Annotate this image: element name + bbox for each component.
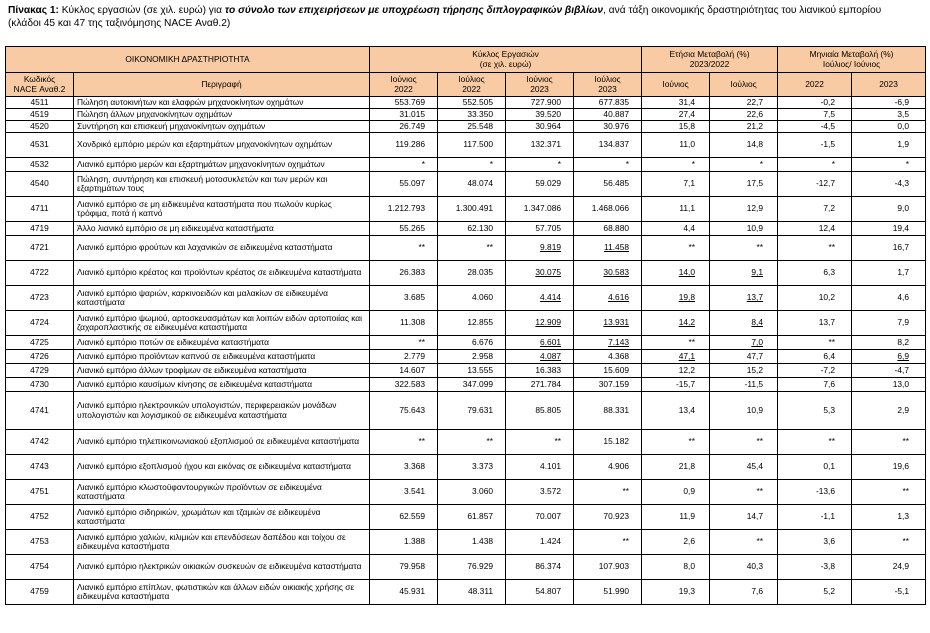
- monthly-change-2023: -5,1: [852, 580, 926, 605]
- monthly-change-2022: **: [778, 430, 852, 455]
- turnover-jul-2023: 13.931: [574, 311, 642, 336]
- turnover-jul-2022: 347.099: [438, 378, 506, 392]
- turnover-jun-2023: 3.572: [506, 480, 574, 505]
- turnover-jul-2023: 40.887: [574, 109, 642, 121]
- turnover-jun-2023: 4.414: [506, 286, 574, 311]
- turnover-jun-2022: *: [370, 158, 438, 172]
- annual-change-july: **: [710, 430, 778, 455]
- activity-description: Λιανικό εμπόριο καυσίμων κίνησης σε ειδικευμένα καταστήματα: [74, 378, 370, 392]
- activity-description: Λιανικό εμπόριο χαλιών, κιλιμιών και επενδύσεων δαπέδου και τοίχου σε ειδικευμένα καταστήματα: [74, 530, 370, 555]
- activity-description: Πώληση αυτοκινήτων και ελαφρών μηχανοκίνητων οχημάτων: [74, 97, 370, 109]
- annual-change-july: **: [710, 530, 778, 555]
- turnover-jun-2023: *: [506, 158, 574, 172]
- table-row: [6, 364, 926, 378]
- annual-change-june: -15,7: [642, 378, 710, 392]
- monthly-change-2023: *: [852, 158, 926, 172]
- turnover-jul-2022: 25.548: [438, 121, 506, 133]
- turnover-jun-2022: 11.308: [370, 311, 438, 336]
- turnover-jul-2022: 48.074: [438, 172, 506, 197]
- turnover-jul-2023: 107.903: [574, 555, 642, 580]
- turnover-jun-2023: 30.964: [506, 121, 574, 133]
- monthly-change-2022: **: [778, 236, 852, 261]
- annual-change-july: 10,9: [710, 222, 778, 236]
- table-row: [6, 505, 926, 530]
- turnover-jun-2023: **: [506, 430, 574, 455]
- annual-change-june: 31,4: [642, 97, 710, 109]
- header-monthly-change: Μηνιαία Μεταβολή (%) Ιούλιος/ Ιούνιος: [778, 47, 926, 73]
- activity-description: Λιανικό εμπόριο άλλων τροφίμων σε ειδικευμένα καταστήματα: [74, 364, 370, 378]
- annual-change-june: 11,0: [642, 133, 710, 158]
- annual-change-july: 45,4: [710, 455, 778, 480]
- turnover-jul-2023: 307.159: [574, 378, 642, 392]
- activity-description: Πώληση άλλων μηχανοκίνητων οχημάτων: [74, 109, 370, 121]
- monthly-change-2022: -0,2: [778, 97, 852, 109]
- turnover-jul-2023: 88.331: [574, 392, 642, 430]
- monthly-change-2023: 16,7: [852, 236, 926, 261]
- annual-change-june: **: [642, 236, 710, 261]
- turnover-jun-2022: 55.097: [370, 172, 438, 197]
- turnover-jun-2022: 2.779: [370, 350, 438, 364]
- turnover-jun-2022: 14.607: [370, 364, 438, 378]
- monthly-change-2022: -12,7: [778, 172, 852, 197]
- header-col-month: Ιούνιος 2023: [506, 73, 574, 97]
- turnover-jun-2023: 4.087: [506, 350, 574, 364]
- nace-code: 4511: [6, 97, 74, 109]
- turnover-jun-2022: 26.383: [370, 261, 438, 286]
- turnover-jun-2023: 16.383: [506, 364, 574, 378]
- annual-change-june: 19,3: [642, 580, 710, 605]
- turnover-jun-2023: 727.900: [506, 97, 574, 109]
- monthly-change-2022: -13,6: [778, 480, 852, 505]
- monthly-change-2023: 6,9: [852, 350, 926, 364]
- turnover-jul-2023: 4.906: [574, 455, 642, 480]
- table-row: [6, 197, 926, 222]
- activity-description: Λιανικό εμπόριο σε μη ειδικευμένα καταστήματα που πωλούν κυρίως τρόφιμα, ποτά ή καπνό: [74, 197, 370, 222]
- nace-code: 4752: [6, 505, 74, 530]
- annual-change-july: 8,4: [710, 311, 778, 336]
- nace-code: 4723: [6, 286, 74, 311]
- monthly-change-2023: **: [852, 480, 926, 505]
- table-row: [6, 311, 926, 336]
- turnover-jun-2023: 59.029: [506, 172, 574, 197]
- monthly-change-2022: -7,2: [778, 364, 852, 378]
- monthly-change-2022: 12,4: [778, 222, 852, 236]
- table-row: [6, 580, 926, 605]
- activity-description: Λιανικό εμπόριο ηλεκτρονικών υπολογιστών, περιφερειακών μονάδων υπολογιστών και λογισμικού σε ειδικευμένα καταστήματα: [74, 392, 370, 430]
- table-body: [6, 97, 926, 605]
- table-row: [6, 555, 926, 580]
- annual-change-july: 14,7: [710, 505, 778, 530]
- table-row: [6, 158, 926, 172]
- title-part1: Κύκλος εργασιών (σε χιλ. ευρώ) για: [58, 5, 225, 16]
- activity-description: Λιανικό εμπόριο επίπλων, φωτιστικών και άλλων ειδών οικιακής χρήσης σε ειδικευμένα καταστήματα: [74, 580, 370, 605]
- turnover-jul-2022: 33.350: [438, 109, 506, 121]
- turnover-jun-2022: 62.559: [370, 505, 438, 530]
- nace-code: 4724: [6, 311, 74, 336]
- turnover-jun-2023: 30.075: [506, 261, 574, 286]
- turnover-jul-2023: 7.143: [574, 336, 642, 350]
- turnover-jul-2022: 4.060: [438, 286, 506, 311]
- monthly-change-2023: -4,3: [852, 172, 926, 197]
- activity-description: Λιανικό εμπόριο κλωστοϋφαντουργικών προϊόντων σε ειδικευμένα καταστήματα: [74, 480, 370, 505]
- table-row: [6, 336, 926, 350]
- monthly-change-2022: 7,2: [778, 197, 852, 222]
- turnover-jun-2022: 3.685: [370, 286, 438, 311]
- turnover-jul-2022: 13.555: [438, 364, 506, 378]
- annual-change-june: 8,0: [642, 555, 710, 580]
- annual-change-july: 40,3: [710, 555, 778, 580]
- annual-change-july: 9,1: [710, 261, 778, 286]
- turnover-jun-2023: 12.909: [506, 311, 574, 336]
- table-row: [6, 172, 926, 197]
- activity-description: Λιανικό εμπόριο τηλεπικοινωνιακού εξοπλισμού σε ειδικευμένα καταστήματα: [74, 430, 370, 455]
- monthly-change-2023: 19,6: [852, 455, 926, 480]
- turnover-jul-2023: 15.609: [574, 364, 642, 378]
- nace-code: 4743: [6, 455, 74, 480]
- turnover-jul-2022: **: [438, 430, 506, 455]
- annual-change-june: 14,0: [642, 261, 710, 286]
- turnover-jul-2022: 28.035: [438, 261, 506, 286]
- turnover-jul-2022: *: [438, 158, 506, 172]
- turnover-jun-2022: **: [370, 430, 438, 455]
- annual-change-june: 11,1: [642, 197, 710, 222]
- annual-change-july: 15,2: [710, 364, 778, 378]
- monthly-change-2022: -1,5: [778, 133, 852, 158]
- monthly-change-2022: 10,2: [778, 286, 852, 311]
- monthly-change-2022: 6,3: [778, 261, 852, 286]
- annual-change-june: 11,9: [642, 505, 710, 530]
- activity-description: Λιανικό εμπόριο σιδηρικών, χρωμάτων και τζαμιών σε ειδικευμένα καταστήματα: [74, 505, 370, 530]
- turnover-jun-2022: 79.958: [370, 555, 438, 580]
- table-row: [6, 121, 926, 133]
- annual-change-july: 10,9: [710, 392, 778, 430]
- header-activity: ΟΙΚΟΝΟΜΙΚΗ ΔΡΑΣΤΗΡΙΟΤΗΤΑ: [6, 47, 370, 73]
- turnover-jul-2022: 48.311: [438, 580, 506, 605]
- turnover-jul-2022: 61.857: [438, 505, 506, 530]
- turnover-jul-2022: 552.505: [438, 97, 506, 109]
- nace-code: 4742: [6, 430, 74, 455]
- turnover-jun-2022: 1.212.793: [370, 197, 438, 222]
- nace-code: 4741: [6, 392, 74, 430]
- activity-description: Χονδρικό εμπόριο μερών και εξαρτημάτων μηχανοκίνητων οχημάτων: [74, 133, 370, 158]
- nace-code: 4722: [6, 261, 74, 286]
- annual-change-june: 27,4: [642, 109, 710, 121]
- turnover-jul-2023: **: [574, 480, 642, 505]
- turnover-jun-2022: 553.769: [370, 97, 438, 109]
- monthly-change-2023: 1,9: [852, 133, 926, 158]
- nace-code: 4759: [6, 580, 74, 605]
- annual-change-june: *: [642, 158, 710, 172]
- turnover-jun-2023: 39.520: [506, 109, 574, 121]
- turnover-jun-2023: 1.347.086: [506, 197, 574, 222]
- header-col-month: Ιούλιος 2022: [438, 73, 506, 97]
- title-emphasis: το σύνολο των επιχειρήσεων με υποχρέωση τήρησης διπλογραφικών βιβλίων: [224, 5, 604, 16]
- annual-change-july: 22,6: [710, 109, 778, 121]
- table-row: [6, 392, 926, 430]
- turnover-jun-2022: 3.541: [370, 480, 438, 505]
- annual-change-july: 7,6: [710, 580, 778, 605]
- nace-code: 4726: [6, 350, 74, 364]
- turnover-jul-2023: 30.583: [574, 261, 642, 286]
- nace-code: 4721: [6, 236, 74, 261]
- turnover-jun-2022: 3.368: [370, 455, 438, 480]
- monthly-change-2023: -6,9: [852, 97, 926, 109]
- turnover-table: [5, 46, 926, 605]
- monthly-change-2022: *: [778, 158, 852, 172]
- activity-description: Λιανικό εμπόριο ηλεκτρικών οικιακών συσκευών σε ειδικευμένα καταστήματα: [74, 555, 370, 580]
- monthly-change-2023: -4,7: [852, 364, 926, 378]
- turnover-jun-2023: 4.101: [506, 455, 574, 480]
- nace-code: 4711: [6, 197, 74, 222]
- turnover-jun-2022: 45.931: [370, 580, 438, 605]
- turnover-jun-2022: 1.388: [370, 530, 438, 555]
- annual-change-june: **: [642, 336, 710, 350]
- turnover-jul-2023: *: [574, 158, 642, 172]
- nace-code: 4730: [6, 378, 74, 392]
- nace-code: 4520: [6, 121, 74, 133]
- monthly-change-2022: 5,2: [778, 580, 852, 605]
- monthly-change-2023: 3,5: [852, 109, 926, 121]
- activity-description: Λιανικό εμπόριο μερών και εξαρτημάτων μηχανοκίνητων οχημάτων: [74, 158, 370, 172]
- table-row: [6, 97, 926, 109]
- turnover-jun-2023: 271.784: [506, 378, 574, 392]
- table-row: [6, 350, 926, 364]
- annual-change-july: 21,2: [710, 121, 778, 133]
- annual-change-june: 0,9: [642, 480, 710, 505]
- header-monthly-2022: 2022: [778, 73, 852, 97]
- turnover-jun-2022: 26.749: [370, 121, 438, 133]
- turnover-jul-2022: 1.438: [438, 530, 506, 555]
- monthly-change-2023: 8,2: [852, 336, 926, 350]
- turnover-jun-2023: 1.424: [506, 530, 574, 555]
- monthly-change-2023: 0,0: [852, 121, 926, 133]
- table-row: [6, 480, 926, 505]
- turnover-jul-2022: 3.060: [438, 480, 506, 505]
- table-row: [6, 430, 926, 455]
- monthly-change-2022: -1,1: [778, 505, 852, 530]
- monthly-change-2022: 5,3: [778, 392, 852, 430]
- nace-code: 4719: [6, 222, 74, 236]
- header-annual-july: Ιούλιος: [710, 73, 778, 97]
- turnover-jul-2023: 68.880: [574, 222, 642, 236]
- annual-change-july: 7,0: [710, 336, 778, 350]
- monthly-change-2022: **: [778, 336, 852, 350]
- turnover-jul-2022: 76.929: [438, 555, 506, 580]
- turnover-jun-2023: 9.819: [506, 236, 574, 261]
- header-code: Κωδικός NACE Αναθ.2: [6, 73, 74, 97]
- annual-change-june: 19,8: [642, 286, 710, 311]
- turnover-jul-2023: 4.616: [574, 286, 642, 311]
- activity-description: Λιανικό εμπόριο εξοπλισμού ήχου και εικόνας σε ειδικευμένα καταστήματα: [74, 455, 370, 480]
- turnover-jun-2022: **: [370, 236, 438, 261]
- table-row: [6, 455, 926, 480]
- annual-change-july: 47,7: [710, 350, 778, 364]
- annual-change-july: **: [710, 480, 778, 505]
- title-part2: , ανά τάξη οικονομικής δραστηριότητας του λιανικού εμπορίου: [603, 5, 882, 16]
- turnover-jun-2022: **: [370, 336, 438, 350]
- table-row: [6, 222, 926, 236]
- annual-change-june: 13,4: [642, 392, 710, 430]
- annual-change-june: 7,1: [642, 172, 710, 197]
- header-col-month: Ιούνιος 2022: [370, 73, 438, 97]
- annual-change-july: -11,5: [710, 378, 778, 392]
- table-row: [6, 286, 926, 311]
- monthly-change-2023: 24,9: [852, 555, 926, 580]
- turnover-jul-2023: 677.835: [574, 97, 642, 109]
- monthly-change-2023: 4,6: [852, 286, 926, 311]
- turnover-jun-2023: 57.705: [506, 222, 574, 236]
- activity-description: Λιανικό εμπόριο ψωμιού, αρτοσκευασμάτων και λοιπών ειδών αρτοποιίας και ζαχαροπλαστικής σε ειδικευμένα καταστήματα: [74, 311, 370, 336]
- header-annual-change: Ετήσια Μεταβολή (%) 2023/2022: [642, 47, 778, 73]
- turnover-jun-2023: 70.007: [506, 505, 574, 530]
- monthly-change-2023: 1,3: [852, 505, 926, 530]
- nace-code: 4753: [6, 530, 74, 555]
- annual-change-july: 12,9: [710, 197, 778, 222]
- title-prefix: Πίνακας 1:: [8, 5, 59, 16]
- nace-code: 4751: [6, 480, 74, 505]
- monthly-change-2023: 7,9: [852, 311, 926, 336]
- turnover-jul-2023: 4.368: [574, 350, 642, 364]
- turnover-jul-2023: **: [574, 530, 642, 555]
- turnover-jun-2022: 322.583: [370, 378, 438, 392]
- annual-change-june: 21,8: [642, 455, 710, 480]
- turnover-jul-2022: **: [438, 236, 506, 261]
- monthly-change-2023: 13,0: [852, 378, 926, 392]
- turnover-jul-2022: 2.958: [438, 350, 506, 364]
- table-row: [6, 236, 926, 261]
- monthly-change-2022: 13,7: [778, 311, 852, 336]
- monthly-change-2022: 7,6: [778, 378, 852, 392]
- turnover-jul-2023: 1.468.066: [574, 197, 642, 222]
- annual-change-july: 14,8: [710, 133, 778, 158]
- turnover-jul-2022: 1.300.491: [438, 197, 506, 222]
- annual-change-june: 47,1: [642, 350, 710, 364]
- header-monthly-2023: 2023: [852, 73, 926, 97]
- turnover-jul-2023: 70.923: [574, 505, 642, 530]
- header-col-month: Ιούλιος 2023: [574, 73, 642, 97]
- annual-change-july: 13,7: [710, 286, 778, 311]
- activity-description: Λιανικό εμπόριο κρέατος και προϊόντων κρέατος σε ειδικευμένα καταστήματα: [74, 261, 370, 286]
- monthly-change-2022: -3,8: [778, 555, 852, 580]
- table-row: [6, 530, 926, 555]
- header-description: Περιγραφή: [74, 73, 370, 97]
- annual-change-july: *: [710, 158, 778, 172]
- turnover-jun-2023: 132.371: [506, 133, 574, 158]
- turnover-jul-2023: 15.182: [574, 430, 642, 455]
- turnover-jun-2023: 85.805: [506, 392, 574, 430]
- annual-change-june: 4,4: [642, 222, 710, 236]
- annual-change-june: **: [642, 430, 710, 455]
- turnover-jul-2022: 6.676: [438, 336, 506, 350]
- annual-change-july: 17,5: [710, 172, 778, 197]
- nace-code: 4754: [6, 555, 74, 580]
- annual-change-june: 2,6: [642, 530, 710, 555]
- table-row: [6, 378, 926, 392]
- nace-code: 4532: [6, 158, 74, 172]
- turnover-jun-2023: 54.807: [506, 580, 574, 605]
- activity-description: Συντήρηση και επισκευή μηχανοκίνητων οχημάτων: [74, 121, 370, 133]
- nace-code: 4540: [6, 172, 74, 197]
- activity-description: Λιανικό εμπόριο προϊόντων καπνού σε ειδικευμένα καταστήματα: [74, 350, 370, 364]
- nace-code: 4519: [6, 109, 74, 121]
- monthly-change-2022: 3,6: [778, 530, 852, 555]
- monthly-change-2023: **: [852, 430, 926, 455]
- header-annual-june: Ιούνιος: [642, 73, 710, 97]
- turnover-jul-2023: 30.976: [574, 121, 642, 133]
- table-row: [6, 261, 926, 286]
- turnover-jul-2022: 3.373: [438, 455, 506, 480]
- turnover-jun-2022: 75.643: [370, 392, 438, 430]
- turnover-jul-2023: 51.990: [574, 580, 642, 605]
- monthly-change-2022: 7,5: [778, 109, 852, 121]
- table-title: [8, 4, 923, 30]
- title-line2: (κλάδοι 45 και 47 της ταξινόμησης NACE Αναθ.2): [8, 18, 231, 29]
- annual-change-july: 22,7: [710, 97, 778, 109]
- nace-code: 4729: [6, 364, 74, 378]
- activity-description: Άλλο λιανικό εμπόριο σε μη ειδικευμένα καταστήματα: [74, 222, 370, 236]
- activity-description: Πώληση, συντήρηση και επισκευή μοτοσυκλετών και των μερών και εξαρτημάτων τους: [74, 172, 370, 197]
- turnover-jun-2022: 119.286: [370, 133, 438, 158]
- table-row: [6, 133, 926, 158]
- turnover-jun-2023: 86.374: [506, 555, 574, 580]
- monthly-change-2023: 2,9: [852, 392, 926, 430]
- turnover-jul-2022: 79.631: [438, 392, 506, 430]
- monthly-change-2022: 6,4: [778, 350, 852, 364]
- header-turnover: Κύκλος Εργασιών (σε χιλ. ευρώ): [370, 47, 642, 73]
- turnover-jul-2023: 56.485: [574, 172, 642, 197]
- table-row: [6, 109, 926, 121]
- turnover-jun-2022: 55.265: [370, 222, 438, 236]
- monthly-change-2022: -4,5: [778, 121, 852, 133]
- nace-code: 4531: [6, 133, 74, 158]
- turnover-jun-2022: 31.015: [370, 109, 438, 121]
- monthly-change-2023: 9,0: [852, 197, 926, 222]
- activity-description: Λιανικό εμπόριο φρούτων και λαχανικών σε ειδικευμένα καταστήματα: [74, 236, 370, 261]
- turnover-jul-2023: 11.458: [574, 236, 642, 261]
- turnover-jul-2023: 134.837: [574, 133, 642, 158]
- monthly-change-2023: 1,7: [852, 261, 926, 286]
- monthly-change-2023: **: [852, 530, 926, 555]
- nace-code: 4725: [6, 336, 74, 350]
- annual-change-june: 12,2: [642, 364, 710, 378]
- turnover-jun-2023: 6.601: [506, 336, 574, 350]
- monthly-change-2022: 0,1: [778, 455, 852, 480]
- activity-description: Λιανικό εμπόριο ψαριών, καρκινοειδών και μαλακίων σε ειδικευμένα καταστήματα: [74, 286, 370, 311]
- annual-change-june: 14,2: [642, 311, 710, 336]
- monthly-change-2023: 19,4: [852, 222, 926, 236]
- turnover-jul-2022: 117.500: [438, 133, 506, 158]
- activity-description: Λιανικό εμπόριο ποτών σε ειδικευμένα καταστήματα: [74, 336, 370, 350]
- annual-change-july: **: [710, 236, 778, 261]
- annual-change-june: 15,8: [642, 121, 710, 133]
- turnover-jul-2022: 12.855: [438, 311, 506, 336]
- turnover-jul-2022: 62.130: [438, 222, 506, 236]
